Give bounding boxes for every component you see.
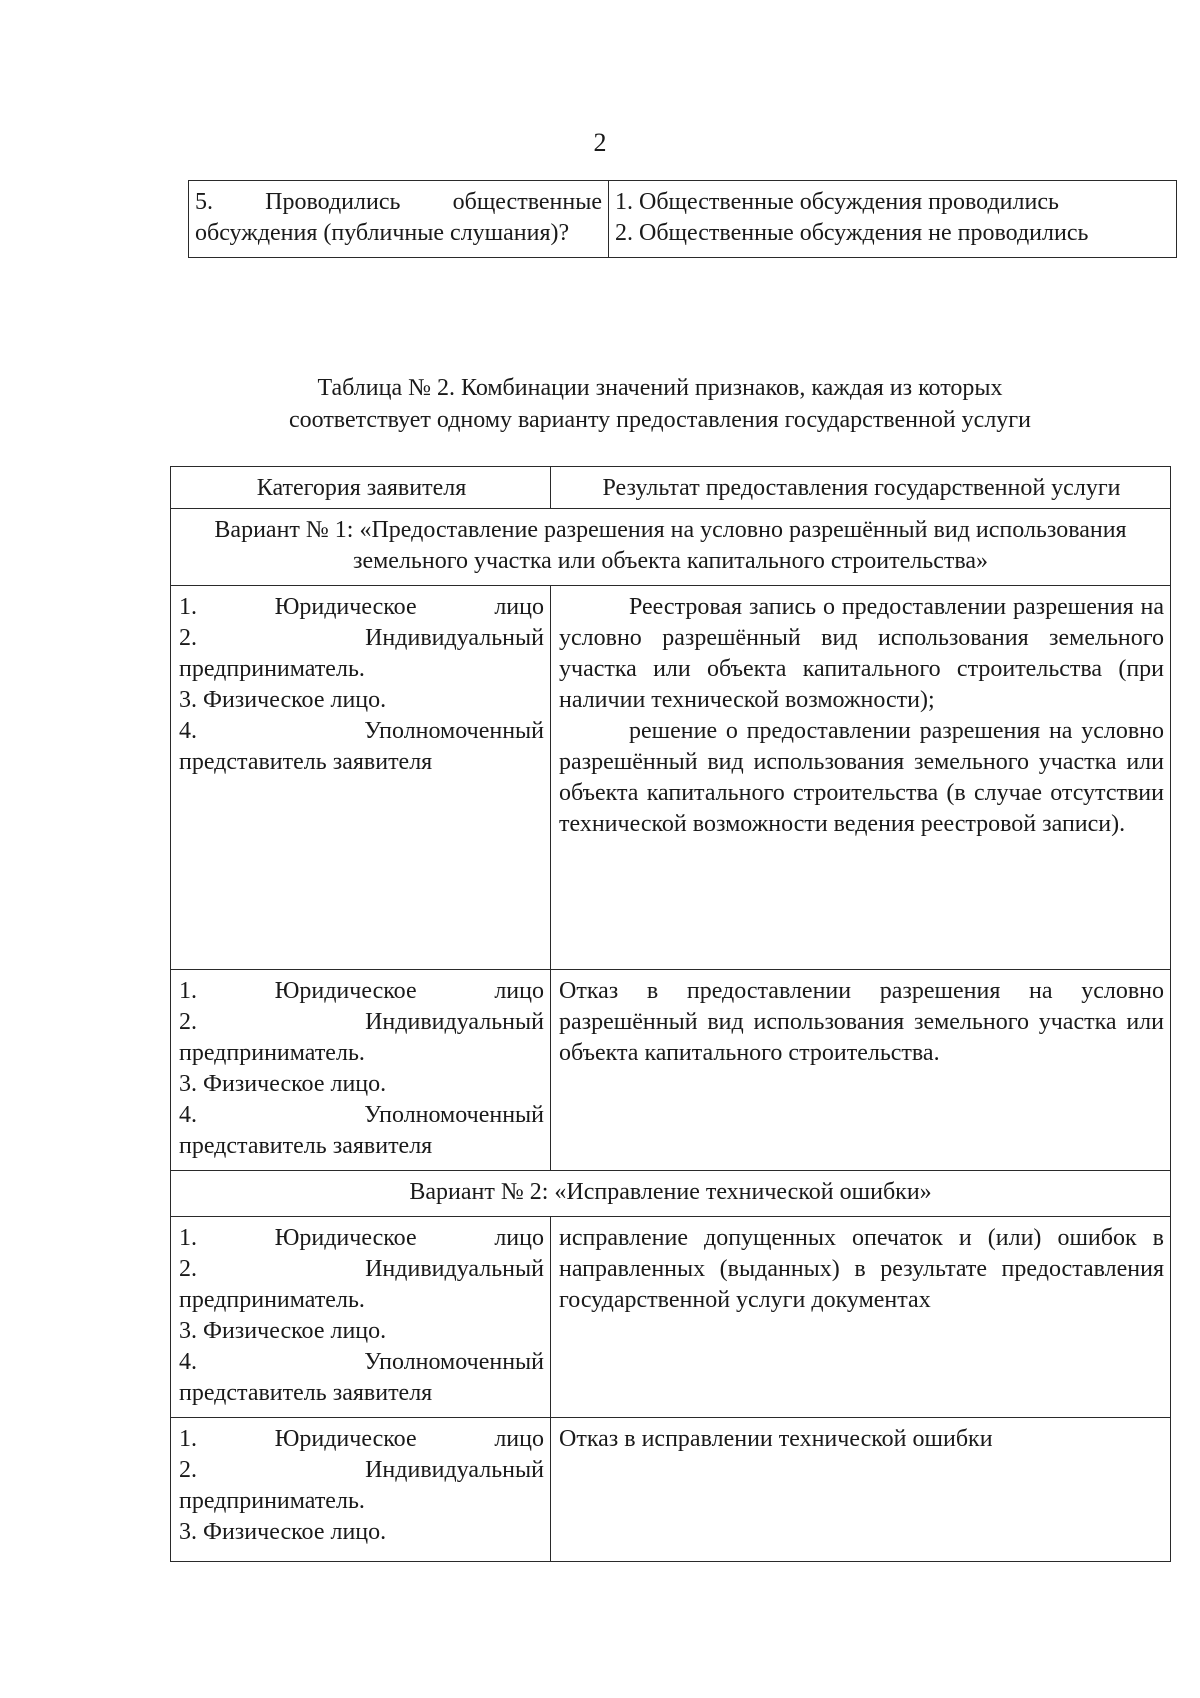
header-row — [171, 467, 1171, 509]
category-line: 2. Индивидуальный — [179, 1457, 544, 1483]
category-line: 3. Физическое лицо. — [179, 687, 387, 713]
result-cell: исправление допущенных опечаток и (или) ошибок в направленных (выданных) в результате предоставления государственной услуги документах — [551, 1217, 1171, 1418]
variants-table — [170, 466, 1171, 1562]
category-line: 3. Физическое лицо. — [179, 1318, 387, 1344]
page-number: 2 — [593, 128, 607, 157]
category-line: 2. Индивидуальный — [179, 625, 544, 651]
category-line: представитель заявителя — [179, 1380, 433, 1406]
header-category: Категория заявителя — [171, 467, 551, 509]
answers-cell — [609, 181, 1177, 258]
category-line: предприниматель. — [179, 656, 365, 682]
table-row — [171, 1217, 1171, 1418]
result-paragraph: Реестровая запись о предоставлении разрешения на условно разрешённый вид использования земельного участка или объекта капитального строительства (при наличии технической возможности); — [559, 594, 1164, 713]
variant-2-title: Вариант № 2: «Исправление технической ошибки» — [171, 1171, 1171, 1217]
category-line: 4. Уполномоченный — [179, 1102, 544, 1128]
result-cell: Отказ в исправлении технической ошибки — [551, 1418, 1171, 1562]
caption-line-1: Таблица № 2. Комбинации значений признаков, каждая из которых — [317, 375, 1003, 401]
category-cell — [171, 586, 551, 970]
category-cell — [171, 970, 551, 1171]
category-line: предприниматель. — [179, 1488, 365, 1514]
category-cell — [171, 1217, 551, 1418]
category-line: 3. Физическое лицо. — [179, 1071, 387, 1097]
category-line: представитель заявителя — [179, 749, 433, 775]
category-cell — [171, 1418, 551, 1562]
variant-row — [171, 509, 1171, 586]
caption-line-2: соответствует одному варианту предоставления государственной услуги — [288, 407, 1031, 433]
category-line: 4. Уполномоченный — [179, 1349, 544, 1375]
table-row — [171, 586, 1171, 970]
result-cell: Отказ в предоставлении разрешения на условно разрешённый вид использования земельного участка или объекта капитального строительства. — [551, 970, 1171, 1171]
public-hearings-table — [188, 180, 1177, 258]
answer-item: 2. Общественные обсуждения не проводились — [615, 220, 1089, 246]
category-line: 2. Индивидуальный — [179, 1009, 544, 1035]
answer-item: 1. Общественные обсуждения проводились — [615, 189, 1059, 215]
category-line: представитель заявителя — [179, 1133, 433, 1159]
variant-1-title: Вариант № 1: «Предоставление разрешения на условно разрешённый вид использования земельного участка или объекта капитального строительства» — [171, 509, 1171, 586]
result-cell — [551, 586, 1171, 970]
category-line: 1. Юридическое лицо — [179, 1426, 544, 1452]
result-paragraph: решение о предоставлении разрешения на условно разрешённый вид использования земельного участка или объекта капитального строительства (в случае отсутствии технической возможности ведения реестровой записи). — [559, 718, 1164, 837]
category-line: 1. Юридическое лицо — [179, 594, 544, 620]
header-result: Результат предоставления государственной услуги — [551, 467, 1171, 509]
table-row — [171, 970, 1171, 1171]
question-cell: 5. Проводились общественные обсуждения (публичные слушания)? — [189, 181, 609, 258]
table-row — [189, 181, 1177, 258]
category-line: предприниматель. — [179, 1287, 365, 1313]
table-row — [171, 1418, 1171, 1562]
category-line: 3. Физическое лицо. — [179, 1519, 387, 1545]
category-line: предприниматель. — [179, 1040, 365, 1066]
category-line: 2. Индивидуальный — [179, 1256, 544, 1282]
category-line: 1. Юридическое лицо — [179, 978, 544, 1004]
table-caption — [150, 372, 1170, 436]
category-line: 4. Уполномоченный — [179, 718, 544, 744]
category-line: 1. Юридическое лицо — [179, 1225, 544, 1251]
variant-row — [171, 1171, 1171, 1217]
